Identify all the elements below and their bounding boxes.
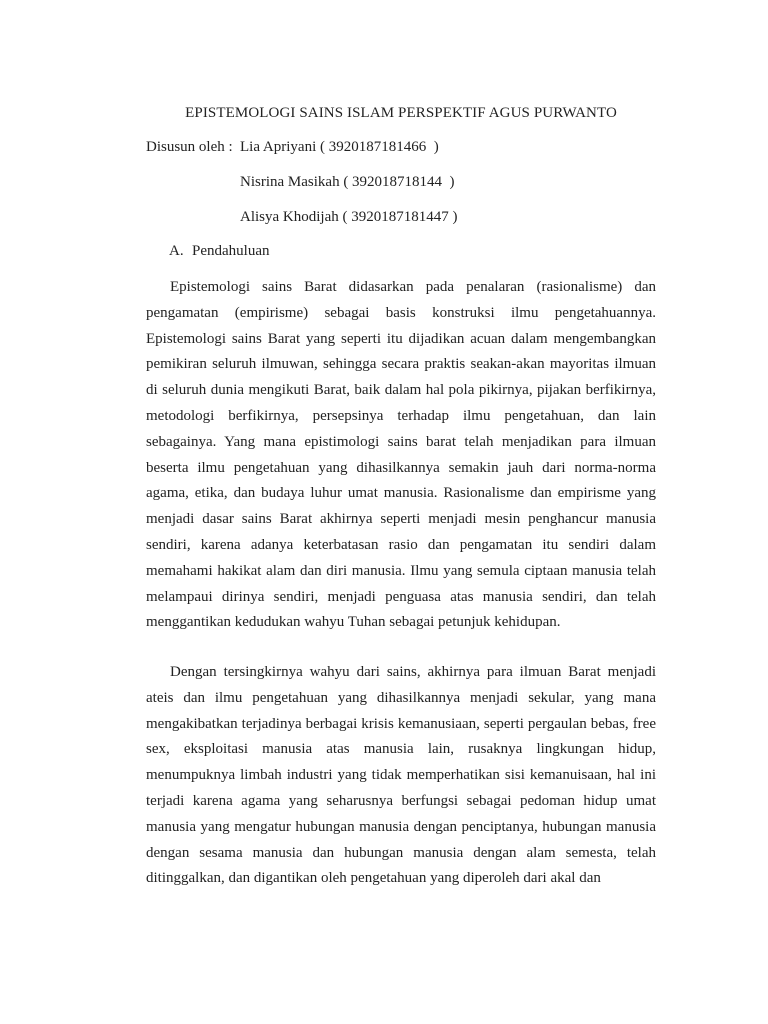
author-name: Alisya Khodijah ( 3920187181447 ) [240,209,458,225]
authors-prefix: Disusun oleh : [146,139,237,155]
author-row [146,137,457,172]
body-paragraph [146,275,656,636]
author-list [146,137,457,242]
paragraph-text: Dengan tersingkirnya wahyu dari sains, akhirnya para ilmuan Barat menjadi ateis dan ilmu pengetahuan yang dihasilkannya menjadi sekular, yang mana mengakibatkan terjadinya berbagai krisis kemanusiaan, seperti pergaulan bebas, free sex, eksploitasi manusia atas manusia lain, rusaknya lingkungan hidup, menumpuknya limbah industri yang tidak memperhatikan sisi kemanuisaan, hal ini terjadi karena agama yang seharusnya berfungsi sebagai pedoman hidup umat manusia yang mengatur hubungan manusia dengan penciptanya, hubungan manusia dengan sesama manusia dan hubungan manusia dengan alam semesta, telah ditinggalkan, dan digantikan oleh pengetahuan yang diperoleh dari akal dan [146,664,656,887]
body-paragraph [146,660,656,892]
document-title: EPISTEMOLOGI SAINS ISLAM PERSPEKTIF AGUS PURWANTO [185,105,617,121]
author-name: Lia Apriyani ( 3920187181466 ) [240,139,439,155]
section-number: A. [169,243,184,259]
author-row [146,207,457,242]
section-title: Pendahuluan [192,243,270,259]
author-name: Nisrina Masikah ( 392018718144 ) [240,174,455,190]
paragraph-text: Epistemologi sains Barat didasarkan pada penalaran (rasionalisme) dan pengamatan (empirisme) sebagai basis konstruksi ilmu pengetahuannya. Epistemologi sains Barat yang seperti itu dijadikan acuan dalam mengembangkan pemikiran seluruh ilmuwan, sehingga secara praktis seakan-akan mayoritas ilmuan di seluruh dunia mengikuti Barat, baik dalam hal pola pikirnya, pijakan berfikirnya, metodologi berfikirnya, persepsinya terhadap ilmu pengetahuan, dan lain sebagainya. Yang mana epistimologi sains barat telah menjadikan para ilmuan beserta ilmu pengetahuan yang dihasilkannya semakin jauh dari norma-norma agama, etika, dan budaya luhur umat manusia. Rasionalisme dan empirisme yang menjadi dasar sains Barat akhirnya seperti menjadi mesin penghancur manusia sendiri, karena adanya keterbatasan rasio dan pengamatan itu sendiri dalam memahami hakikat alam dan diri manusia. Ilmu yang semula ciptaan manusia telah melampaui dirinya sendiri, menjadi penguasa atas manusia sendiri, dan telah menggantikan kedudukan wahyu Tuhan sebagai petunjuk kehidupan. [146,279,656,631]
section-heading [169,241,269,261]
author-row [146,172,457,207]
